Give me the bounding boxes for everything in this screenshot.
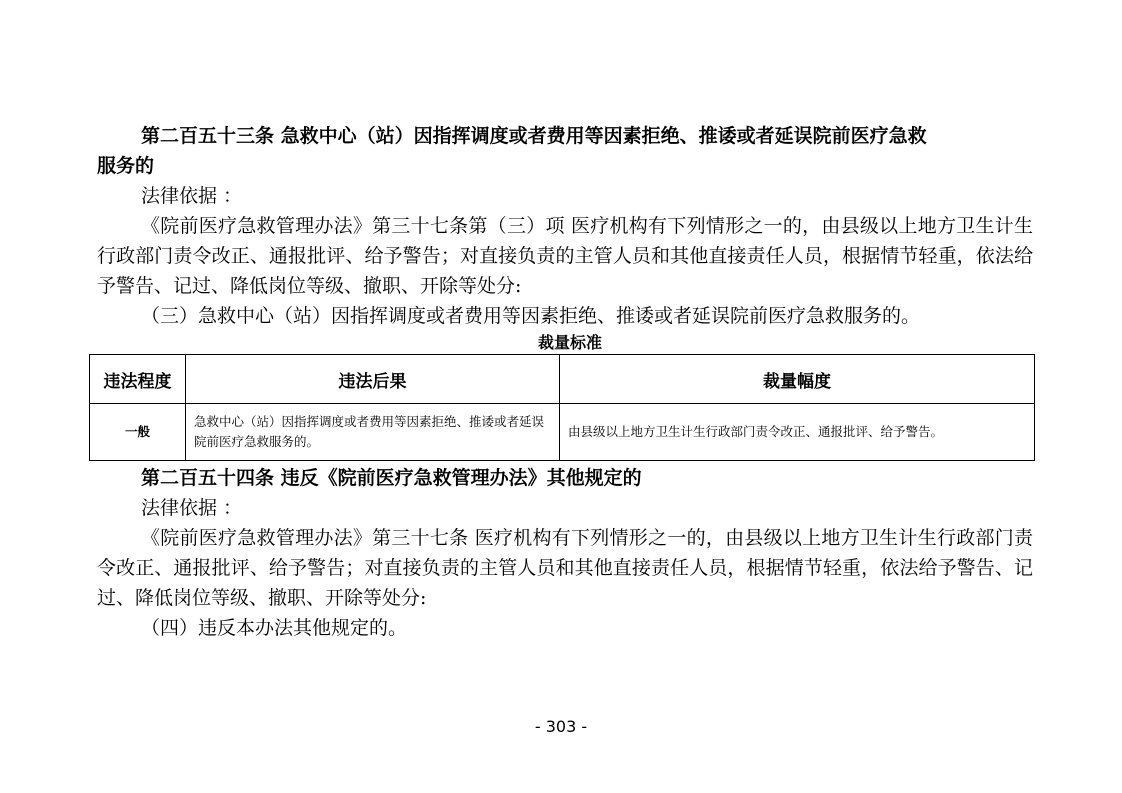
article-254-legal-basis-label: 法律依据 ： — [141, 497, 243, 519]
article-253-heading — [97, 121, 1033, 151]
discretion-standard-table — [89, 354, 1035, 461]
header-degree: 违法程度 — [90, 355, 186, 404]
article-253-basis-text: 《院前医疗急救管理办法》第三十七条第（三）项 医疗机构有下列情形之一的，由县级以上地方卫生计生行政部门责令改正、通报批评、给予警告；对直接负责的主管人员和其他直接责任人员，根据情节轻重，依法给予警告、记过、降低岗位等级、撤职、开除等处分: — [97, 215, 1033, 297]
article-254-basis-text: 《院前医疗急救管理办法》第三十七条 医疗机构有下列情形之一的，由县级以上地方卫生计生行政部门责令改正、通报批评、给予警告；对直接负责的主管人员和其他直接责任人员，根据情节轻重，依法给予警告、记过、降低岗位等级、撤职、开除等处分: — [97, 527, 1033, 609]
article-253-heading-line1: 第二百五十三条 急救中心（站）因指挥调度或者费用等因素拒绝、推诿或者延误院前医疗急救 — [141, 125, 927, 147]
cell-range: 由县级以上地方卫生计生行政部门责令改正、通报批评、给予警告。 — [560, 404, 1035, 461]
article-253-heading-continuation — [97, 151, 1033, 181]
article-253-heading-line2: 服务的 — [97, 155, 155, 177]
table-row — [90, 404, 1035, 461]
cell-degree: 一般 — [90, 404, 186, 461]
header-range: 裁量幅度 — [560, 355, 1035, 404]
table-title: 裁量标准 — [537, 333, 602, 352]
article-253-legal-basis-label: 法律依据 ： — [141, 185, 243, 207]
cell-consequence: 急救中心（站）因指挥调度或者费用等因素拒绝、推诿或者延误院前医疗急救服务的。 — [186, 404, 560, 461]
page-content — [97, 121, 1033, 643]
article-253-item-text: （三）急救中心（站）因指挥调度或者费用等因素拒绝、推诿或者延误院前医疗急救服务的。 — [141, 305, 921, 327]
page-number: - 303 - — [534, 717, 588, 736]
table-header-row — [90, 355, 1035, 404]
article-254-heading: 第二百五十四条 违反《院前医疗急救管理办法》其他规定的 — [141, 467, 642, 489]
article-254-item-text: （四）违反本办法其他规定的。 — [141, 617, 408, 639]
header-consequence: 违法后果 — [186, 355, 560, 404]
